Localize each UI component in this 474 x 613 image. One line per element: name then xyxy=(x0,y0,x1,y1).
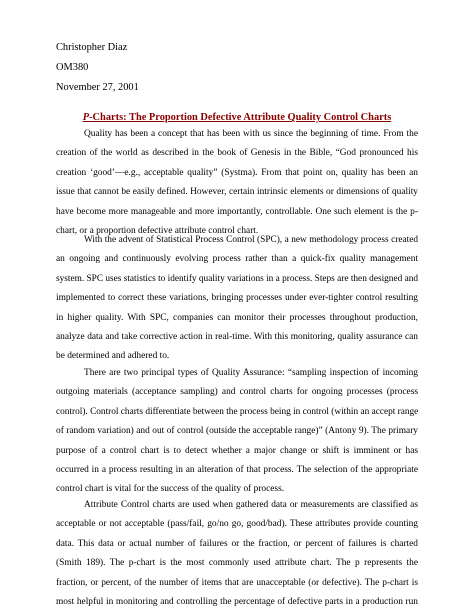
paragraph-line: control). Control charts differentiate between the process being in control (within an accept range xyxy=(56,406,418,417)
paragraph-3 xyxy=(56,364,418,500)
document-date: November 27, 2001 xyxy=(56,82,139,93)
paragraph-line: acceptable or not acceptable (pass/fail, go/no go, good/bad). These attributes provide counting xyxy=(56,519,418,530)
paragraph-line: of random variation) and out of control (outside the acceptable range)” (Antony 9). The primary xyxy=(56,426,418,437)
paragraph-line: chart, or a proportion defective attribute control chart. xyxy=(56,225,259,236)
paragraph-2 xyxy=(56,231,418,367)
paragraph-line: data. This data or actual number of failures or the fraction, or percent of failures is charted xyxy=(56,538,418,549)
paragraph-line: be determined and adhered to. xyxy=(56,351,170,362)
paragraph-line: outgoing materials (acceptance sampling) and control charts for ongoing processes (process xyxy=(56,387,418,398)
paragraph-line: most helpful in monitoring and controlling the percentage of defective parts in a production run xyxy=(56,596,418,607)
paragraph-line: in higher quality. With SPC, companies can monitor their processes throughout production, xyxy=(56,312,418,323)
paragraph-line: Quality has been a concept that has been with us since the beginning of time. From the xyxy=(84,129,418,139)
course-code: OM380 xyxy=(56,62,89,73)
paragraph-line: Attribute Control charts are used when gathered data or measurements are classified as xyxy=(84,500,418,510)
paragraph-line: have become more manageable and more importantly, controllable. One such element is the p- xyxy=(56,206,418,217)
paragraph-line: occurred in a process resulting in an alteration of that process. The selection of the appropriate xyxy=(56,464,418,475)
document-title xyxy=(56,111,418,125)
paragraph-line: With the advent of Statistical Process Control (SPC), a new methodology process created xyxy=(84,235,418,245)
title-italic-prefix: P xyxy=(82,112,90,123)
paragraph-4 xyxy=(56,496,418,612)
paragraph-line: creation ‘good’—e.g., acceptable quality” (Systma). From that point on, quality has been an xyxy=(56,167,418,178)
paragraph-line: analyze data and take corrective action in real-time. With this monitoring, quality assurance can xyxy=(56,331,418,342)
paragraph-1 xyxy=(56,125,418,241)
paragraph-line: purpose of a control chart is to detect whether a major change or shift is imminent or has xyxy=(56,445,418,456)
author-name: Christopher Diaz xyxy=(56,42,128,53)
paragraph-line: issue that cannot be easily defined. However, certain intrinsic elements or dimensions of quality xyxy=(56,187,418,198)
paragraph-line: system. SPC uses statistics to identify quality variations in a process. Steps are then designed and xyxy=(56,273,418,284)
paragraph-line: There are two principal types of Quality Assurance: “sampling inspection of incoming xyxy=(84,368,418,378)
paragraph-line: control chart is vital for the success of the quality of process. xyxy=(56,484,285,495)
paragraph-line: creation of the world as described in the book of Genesis in the Bible, “God pronounced his xyxy=(56,148,418,159)
paragraph-line: implemented to correct these variations, bringing processes under ever-tighter control resulting xyxy=(56,293,418,304)
paragraph-line: (Smith 189). The p-chart is the most commonly used attribute chart. The p represents the xyxy=(56,558,418,569)
paragraph-line: an ongoing and continuously evolving process rather than a quick-fix quality management xyxy=(56,254,418,265)
paragraph-line: fraction, or percent, of the number of items that are unacceptable (or defective). The p-chart is xyxy=(56,577,418,588)
title-text: -Charts: The Proportion Defective Attribute Quality Control Charts xyxy=(89,112,392,123)
